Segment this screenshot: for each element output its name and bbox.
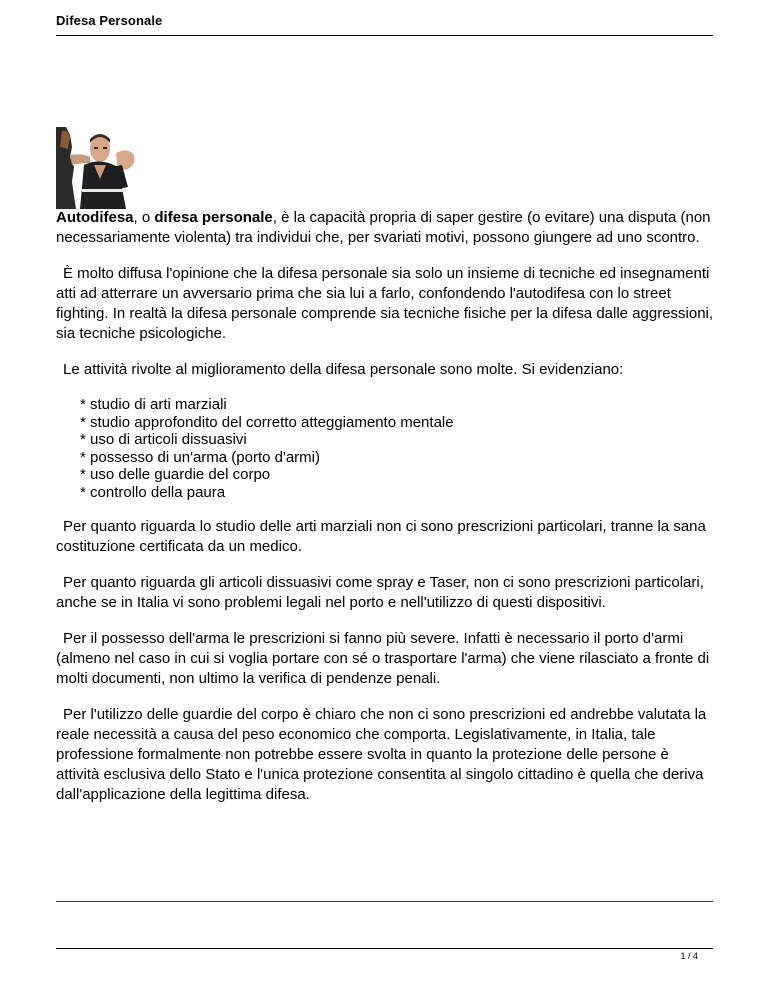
paragraph: Per l'utilizzo delle guardie del corpo è chiaro che non ci sono prescrizioni ed andrebbe valutata la reale necessità a causa del peso economico che comporta. Legislativamente, in Italia, tale professione formalmente non potrebbe essere svolta in quanto la protezione delle persone è attività esclusiva dello Stato e l'unica protezione consentita al singolo cittadino è quella che deriva dall'applicazione della legittima difesa. [56,706,707,803]
paragraph: È molto diffusa l'opinione che la difesa personale sia solo un insieme di tecniche ed insegnamenti atti ad atterrare un avversario prima che sia lui a farlo, confondendo l'autodifesa con lo street fighting. In realtà la difesa personale comprende sia tecniche fisiche per la difesa dalle aggressioni, sia tecniche psicologiche. [56,265,714,342]
activities-list [56,396,716,501]
term-difesa-personale: difesa personale [154,209,273,226]
list-item: * uso di articoli dissuasivi [80,431,716,449]
self-defense-photo [56,127,138,209]
header-divider [56,35,713,36]
list-item: * uso delle guardie del corpo [80,466,716,484]
footer-divider [56,948,713,949]
paragraph: Le attività rivolte al miglioramento della difesa personale sono molte. Si evidenziano: [63,361,624,378]
intro-paragraph: Autodifesa, o difesa personale, è la capacità propria di saper gestire (o evitare) una disputa (non necessariamente violenta) tra individui che, per svariati motivi, possono giungere ad uno scontro. [56,209,711,246]
paragraph: Per il possesso dell'arma le prescrizioni si fanno più severe. Infatti è necessario il porto d'armi (almeno nel caso in cui si voglia portare con sé o trasportare l'arma) che viene rilasciato a fronte di molti documenti, non ultimo la verifica di pendenze penali. [56,630,710,687]
page-header-title: Difesa Personale [56,13,163,28]
list-item: * possesso di un'arma (porto d'armi) [80,449,716,467]
list-item: * studio approfondito del corretto atteggiamento mentale [80,414,716,432]
paragraph: Per quanto riguarda gli articoli dissuasivi come spray e Taser, non ci sono prescrizioni particolari, anche se in Italia vi sono problemi legali nel porto e nell'utilizzo di questi dispositivi. [56,574,704,611]
list-item: * studio di arti marziali [80,396,716,414]
list-item: * controllo della paura [80,484,716,502]
article-body [56,208,716,821]
term-autodifesa: Autodifesa [56,209,134,226]
page-number: 1 / 4 [680,951,698,961]
paragraph: Per quanto riguarda lo studio delle arti marziali non ci sono prescrizioni particolari, tranne la sana costituzione certificata da un medico. [56,518,706,555]
content-divider [56,901,713,902]
